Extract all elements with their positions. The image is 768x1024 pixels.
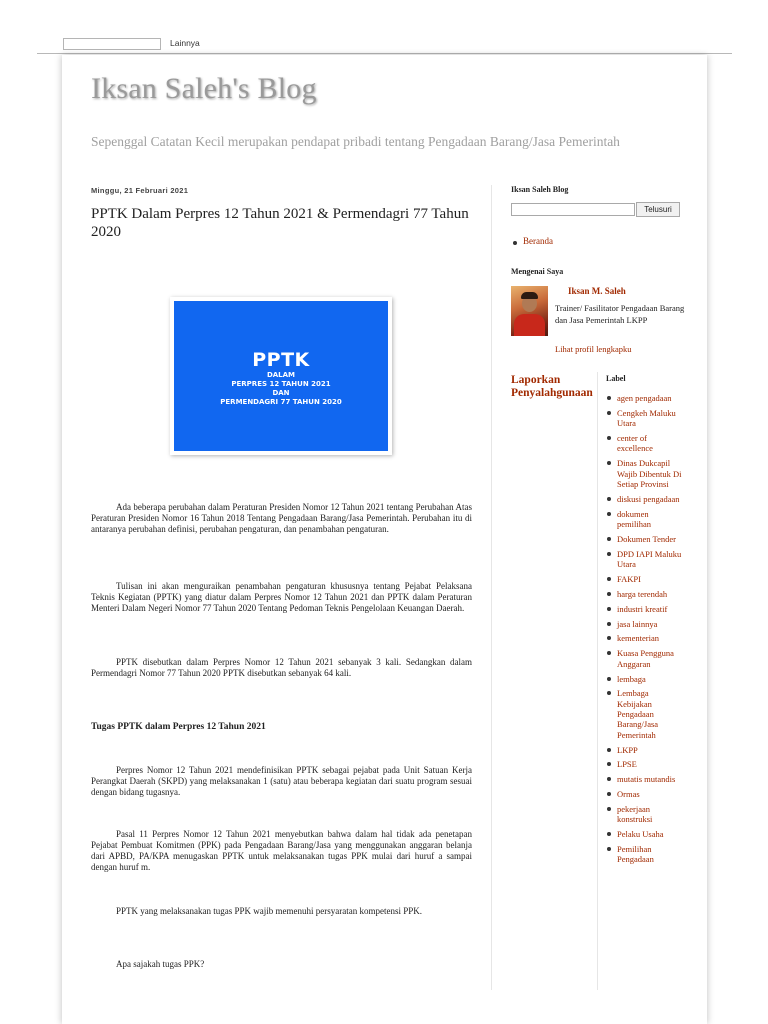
blog-description: Sepenggal Catatan Kecil merupakan pendapat pribadi tentang Pengadaan Barang/Jasa Pemerintah	[91, 134, 620, 149]
post-banner-image[interactable]	[170, 297, 392, 455]
label-link[interactable]: agen pengadaan	[606, 393, 682, 403]
post-paragraph: PPTK yang melaksanakan tugas PPK wajib memenuhi persyaratan kompetensi PPK.	[116, 906, 422, 916]
label-link[interactable]: jasa lainnya	[606, 619, 682, 629]
labels-divider	[597, 372, 598, 990]
sidebar-divider	[491, 185, 492, 990]
blog-title[interactable]: Iksan Saleh's Blog	[91, 72, 317, 105]
label-link[interactable]: Kuasa Pengguna Anggaran	[606, 648, 682, 669]
profile-avatar[interactable]	[511, 286, 548, 336]
navbar-more-link[interactable]: Lainnya	[170, 38, 200, 48]
home-link[interactable]: Beranda	[523, 236, 553, 246]
banner-line-1: DALAM	[266, 371, 296, 379]
profile-full-link[interactable]: Lihat profil lengkapku	[555, 344, 632, 354]
label-link[interactable]: center of excellence	[606, 433, 682, 454]
label-link[interactable]: LPSE	[606, 759, 682, 769]
sidebar-search-input[interactable]	[511, 203, 635, 216]
label-link[interactable]: dokumen pemilihan	[606, 509, 682, 530]
search-button[interactable]: Telusuri	[636, 202, 680, 217]
post-date: Minggu, 21 Februari 2021	[91, 186, 189, 195]
post-paragraph: Ada beberapa perubahan dalam Peraturan Presiden Nomor 12 Tahun 2021 tentang Perubahan Atas Peraturan Presiden Nomor 16 Tahun 2018 Tentang Pengadaan Barang/Jasa Pemerintah. Perubahan itu di antaranya perubahan definisi, perubahan pengaturan, dan penambahan pengaturan.	[91, 502, 472, 534]
label-link[interactable]: Dokumen Tender	[606, 534, 682, 544]
label-link[interactable]: Ormas	[606, 789, 682, 799]
label-link[interactable]: kementerian	[606, 633, 682, 643]
label-link[interactable]: industri kreatif	[606, 604, 682, 614]
label-link[interactable]: Cengkeh Maluku Utara	[606, 408, 682, 429]
banner-line-3: DAN	[272, 389, 290, 397]
top-navbar	[37, 32, 732, 54]
post-paragraph: Pasal 11 Perpres Nomor 12 Tahun 2021 menyebutkan bahwa dalam hal tidak ada penetapan Pejabat Pembuat Komitmen (PPK) pada Pengadaan Barang/Jasa yang menggunakan anggaran belanja dari APBD, PA/KPA menugaskan PPTK untuk melaksanakan tugas PPK mulai dari huruf a sampai dengan huruf m.	[91, 829, 472, 872]
label-link[interactable]: Pelaku Usaha	[606, 829, 682, 839]
bullet-icon	[513, 241, 517, 245]
navbar-search-input[interactable]	[63, 38, 161, 50]
label-link[interactable]: DPD IAPI Maluku Utara	[606, 549, 682, 570]
label-link[interactable]: harga terendah	[606, 589, 682, 599]
post-paragraph: PPTK disebutkan dalam Perpres Nomor 12 Tahun 2021 sebanyak 3 kali. Sedangkan dalam Permendagri Nomor 77 Tahun 2020 PPTK disebutkan sebanyak 64 kali.	[91, 657, 472, 678]
banner-heading: PPTK	[252, 349, 310, 371]
label-link[interactable]: LKPP	[606, 745, 682, 755]
label-link[interactable]: Pemilihan Pengadaan	[606, 844, 682, 865]
post-paragraph: Tulisan ini akan menguraikan penambahan pengaturan khususnya tentang Pejabat Pelaksana Teknis Kegiatan (PPTK) yang diatur dalam Perpres Nomor 12 Tahun 2021 dan PPTK dalam Peraturan Menteri Dalam Negeri Nomor 77 Tahun 2020 Tentang Pedoman Teknis Pengelolaan Keuangan Daerah.	[91, 581, 472, 613]
profile-description: Trainer/ Fasilitator Pengadaan Barang dan Jasa Pemerintah LKPP	[555, 303, 685, 325]
post-title[interactable]: PPTK Dalam Perpres 12 Tahun 2021 & Permendagri 77 Tahun 2020	[91, 206, 469, 240]
label-link[interactable]: Lembaga Kebijakan Pengadaan Barang/Jasa Pemerintah	[606, 688, 682, 739]
post-paragraph: Perpres Nomor 12 Tahun 2021 mendefinisikan PPTK sebagai pejabat pada Unit Satuan Kerja Perangkat Daerah (SKPD) yang melaksanakan 1 (satu) atau beberapa kegiatan dari suatu program sesuai dengan bidang tugasnya.	[91, 765, 472, 797]
search-widget-title: Iksan Saleh Blog	[511, 185, 569, 194]
post-section-heading: Tugas PPTK dalam Perpres 12 Tahun 2021	[91, 722, 266, 732]
about-widget-title: Mengenai Saya	[511, 267, 564, 276]
label-link[interactable]: mutatis mutandis	[606, 774, 682, 784]
banner-line-4: PERMENDAGRI 77 TAHUN 2020	[220, 398, 342, 406]
labels-list	[606, 393, 682, 869]
banner-line-2: PERPRES 12 TAHUN 2021	[231, 380, 331, 388]
report-abuse-link[interactable]: Laporkan Penyalahgunaan	[511, 374, 593, 399]
label-link[interactable]: pekerjaan konstruksi	[606, 804, 682, 825]
labels-widget-title: Label	[606, 374, 626, 383]
label-link[interactable]: diskusi pengadaan	[606, 494, 682, 504]
profile-name[interactable]: Iksan M. Saleh	[568, 286, 626, 296]
label-link[interactable]: FAKPI	[606, 574, 682, 584]
post-paragraph: Apa sajakah tugas PPK?	[116, 959, 205, 969]
label-link[interactable]: lembaga	[606, 674, 682, 684]
label-link[interactable]: Dinas Dukcapil Wajib Dibentuk Di Setiap Provinsi	[606, 458, 682, 489]
post-banner-background	[174, 301, 388, 451]
